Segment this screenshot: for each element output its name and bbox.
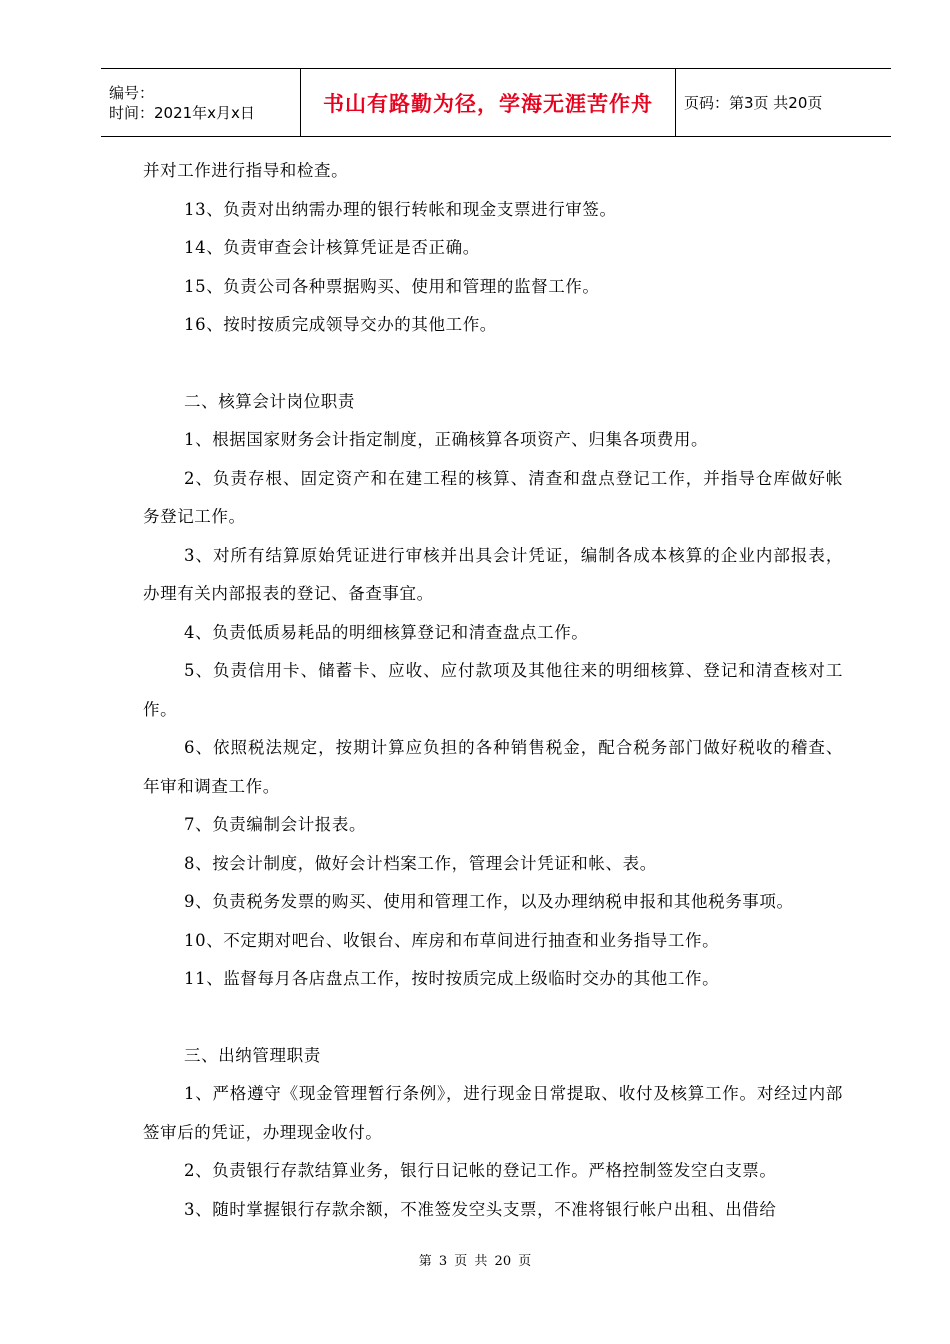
paragraph: 3、随时掌握银行存款余额，不准签发空头支票，不准将银行帐户出租、出借给 [184, 1199, 777, 1219]
header-meta [101, 69, 301, 136]
header-page-info [676, 69, 891, 136]
footer-page-number: 第 3 页 共 20 页 [418, 1254, 532, 1269]
paragraph: 10、不定期对吧台、收银台、库房和布草间进行抽查和业务指导工作。 [184, 930, 720, 950]
paragraph: 9、负责税务发票的购买、使用和管理工作，以及办理纳税申报和其他税务事项。 [184, 892, 794, 911]
paragraph: 7、负责编制会计报表。 [184, 815, 367, 834]
paragraph: 3、对所有结算原始凭证进行审核并出具会计凭证，编制各成本核算的企业内部报表，办理有关内部报表的登记、备查事宜。 [143, 545, 843, 603]
section-heading: 三、出纳管理职责 [184, 1045, 321, 1065]
header-page-label: 页码：第3页 共20页 [684, 94, 823, 112]
paragraph: 13、负责对出纳需办理的银行转帐和现金支票进行审签。 [184, 199, 617, 219]
document-number-label: 编号： [109, 83, 155, 102]
page-footer [0, 1250, 950, 1269]
document-body [143, 152, 843, 1229]
document-time-label: 时间：2021年x月x日 [109, 103, 255, 122]
paragraph: 14、负责审查会计核算凭证是否正确。 [184, 238, 480, 257]
section-heading: 二、核算会计岗位职责 [184, 391, 355, 411]
section-spacer [143, 345, 843, 383]
paragraph: 1、根据国家财务会计指定制度，正确核算各项资产、归集各项费用。 [184, 430, 709, 449]
paragraph: 11、监督每月各店盘点工作，按时按质完成上级临时交办的其他工作。 [184, 969, 720, 988]
section-spacer [143, 999, 843, 1037]
paragraph: 2、负责银行存款结算业务，银行日记帐的登记工作。严格控制签发空白支票。 [184, 1161, 777, 1180]
header-motto [301, 69, 676, 136]
paragraph: 2、负责存根、固定资产和在建工程的核算、清查和盘点登记工作，并指导仓库做好帐务登记工作。 [143, 468, 843, 526]
motto-text: 书山有路勤为径，学海无涯苦作舟 [323, 91, 653, 116]
document-header [101, 68, 891, 137]
paragraph: 并对工作进行指导和检查。 [143, 161, 349, 180]
paragraph: 15、负责公司各种票据购买、使用和管理的监督工作。 [184, 276, 600, 296]
paragraph: 8、按会计制度，做好会计档案工作，管理会计凭证和帐、表。 [184, 853, 657, 873]
paragraph: 1、严格遵守《现金管理暂行条例》，进行现金日常提取、收付及核算工作。对经过内部签审后的凭证，办理现金收付。 [143, 1084, 843, 1142]
paragraph: 5、负责信用卡、储蓄卡、应收、应付款项及其他往来的明细核算、登记和清查核对工作。 [143, 661, 843, 719]
paragraph: 4、负责低质易耗品的明细核算登记和清查盘点工作。 [184, 622, 589, 642]
paragraph: 6、依照税法规定，按期计算应负担的各种销售税金，配合税务部门做好税收的稽查、年审和调查工作。 [143, 738, 843, 796]
paragraph: 16、按时按质完成领导交办的其他工作。 [184, 315, 497, 334]
